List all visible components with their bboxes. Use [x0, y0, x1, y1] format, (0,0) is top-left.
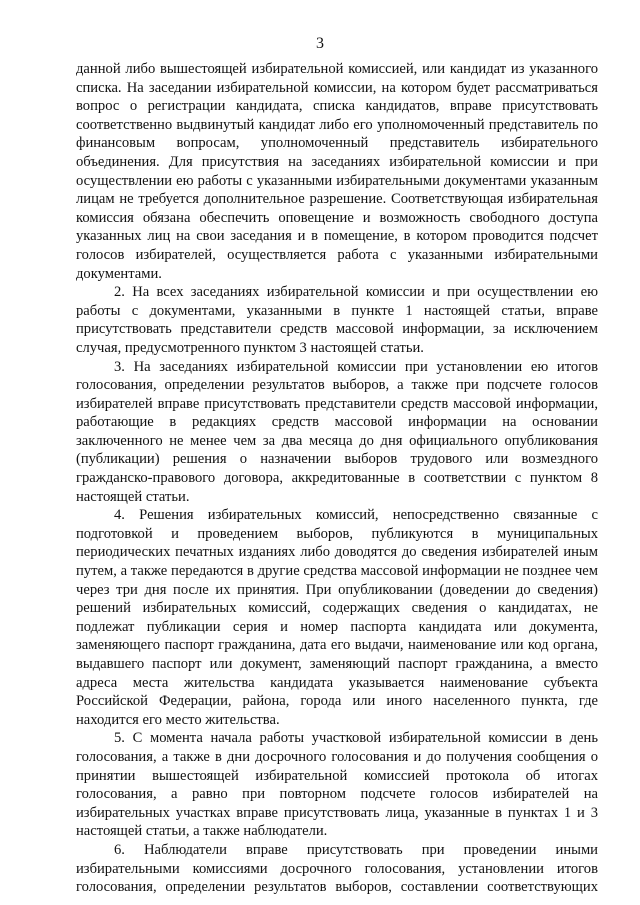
paragraph-5: 5. С момента начала работы участковой избирательной комиссии в день голосования, а также в дни досрочного голосования и до получения сообщения о принятии вышестоящей избирательной комиссией протокола об итогах голосования, а равно при повторном подсчете голосов избирателей на избирательных участках вправе присутствовать лица, указанные в пунктах 1 и 3 настоящей статьи, а также наблюдатели.: [76, 730, 598, 840]
paragraph-6: 6. Наблюдатели вправе присутствовать при проведении иными избирательными комиссиями досрочного голосования, установлении итогов голосования, определении результатов выборов, составлении соответствующих: [76, 841, 598, 896]
paragraph-3: 3. На заседаниях избирательной комиссии при установлении ею итогов голосования, определении результатов выборов, а также при подсчете голосов избирателей вправе присутствовать представители средств массовой информации, работающие в редакциях средств массовой информации на основании заключенного не менее чем за два месяца до дня официального опубликования (публикации) решения о назначении выборов трудового или возмездного гражданско-правового договора, аккредитованные в соответствии с пунктом 8 настоящей статьи.: [76, 358, 598, 505]
paragraph-continuation: данной либо вышестоящей избирательной комиссией, или кандидат из указанного списка. На заседании избирательной комиссии, на котором будет рассматриваться вопрос о регистрации кандидата, списка кандидатов, вправе присутствовать соответственно выдвинутый кандидат либо его уполномоченный представитель по финансовым вопросам, уполномоченный представитель избирательного объединения. Для присутствия на заседаниях избирательной комиссии и при осуществлении ею работы с указанными избирательными документами указанным лицам не требуется дополнительное разрешение. Соответствующая избирательная комиссия обязана обеспечить оповещение и возможность свободного доступа указанных лиц на свои заседания и в помещение, в котором проводится подсчет голосов избирателей, осуществляется работа с указанными избирательными документами.: [76, 61, 598, 282]
paragraph-4: 4. Решения избирательных комиссий, непосредственно связанные с подготовкой и проведением выборов, публикуются в муниципальных периодических печатных изданиях либо доводятся до сведения избирателей иным путем, а также передаются в другие средства массовой информации не позднее чем через три дня после их принятия. При опубликовании (доведении до сведения) решений избирательных комиссий, содержащих сведения о кандидатах, не подлежат публикации серия и номер паспорта кандидата или документа, заменяющего паспорт гражданина, дата его выдачи, наименование или код органа, выдавшего паспорт или документ, заменяющий паспорт гражданина, а вместо адреса места жительства кандидата указывается наименование субъекта Российской Федерации, района, города или иного населенного пункта, где находится его место жительства.: [76, 507, 598, 728]
document-body: [76, 60, 598, 897]
paragraph-2: 2. На всех заседаниях избирательной комиссии и при осуществлении ею работы с документами, указанными в пункте 1 настоящей статьи, вправе присутствовать представители средств массовой информации, за исключением случая, предусмотренного пунктом 3 настоящей статьи.: [76, 284, 598, 356]
page-number: 3: [316, 35, 324, 52]
